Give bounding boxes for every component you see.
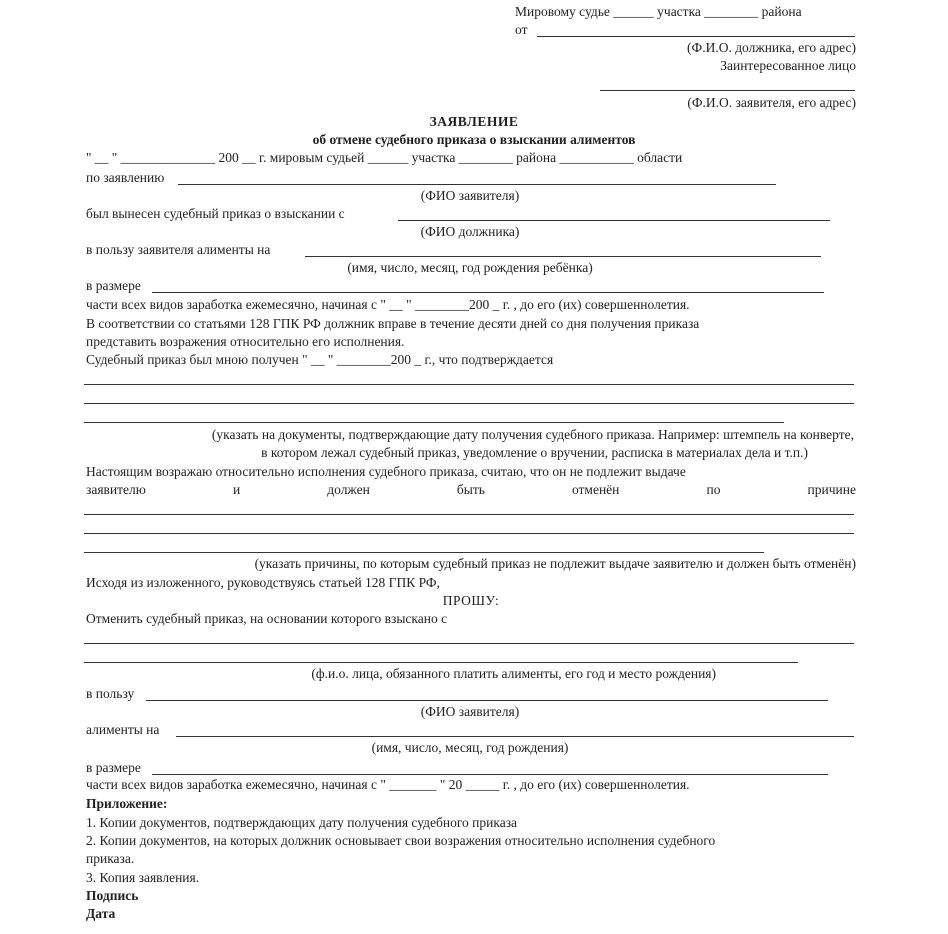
applicant-blank-line-2 <box>146 700 828 701</box>
signature-label: Подпись <box>86 888 139 903</box>
document-subtitle: об отмене судебного приказа о взыскании алиментов <box>312 132 636 147</box>
blank-line <box>84 533 854 534</box>
reasons-caption: (указать причины, по которым судебный приказ не подлежит выдаче заявителю и должен быть отменён) <box>254 556 856 571</box>
article-128-line: В соответствии со статьями 128 ГПК РФ должник вправе в течение десяти дней со дня получения приказа <box>86 316 700 331</box>
amount-label: в размере <box>86 278 141 293</box>
applicant-name-caption: (ФИО заявителя) <box>420 188 520 203</box>
attachments-heading: Приложение: <box>86 796 168 811</box>
date-court-line: " __ " ______________ 200 __ г. мировым судьей ______ участка ________ района ___________ области <box>86 150 683 165</box>
objection-line: Настоящим возражаю относительно исполнения судебного приказа, считаю, что он не подлежит выдаче <box>86 464 686 479</box>
blank-line <box>84 384 854 385</box>
amount-label-2: в размере <box>86 760 141 775</box>
payer-caption: (ф.и.о. лица, обязанного платить алименты, его год и место рождения) <box>311 666 716 681</box>
reason-justified-line <box>86 482 856 498</box>
word: по <box>706 482 721 497</box>
blank-line <box>84 643 854 644</box>
word: должен <box>327 482 370 497</box>
blank-line <box>84 403 854 404</box>
earnings-share-line: части всех видов заработка ежемесячно, начиная с " __ " ________200 _ г. , до его (их) совершеннолетия. <box>86 297 690 312</box>
from-blank-line <box>537 36 855 37</box>
interested-party-label: Заинтересованное лицо <box>720 58 856 73</box>
earnings-share-line-2: части всех видов заработка ежемесячно, начиная с " _______ " 20 _____ г. , до его (их) совершеннолетия. <box>86 777 690 792</box>
blank-line <box>84 422 784 423</box>
attachment-item-1: 1. Копии документов, подтверждающих дату получения судебного приказа <box>86 815 518 830</box>
birth-caption-2: (имя, число, месяц, год рождения) <box>371 740 569 755</box>
attachment-item-3: 3. Копия заявления. <box>86 870 200 885</box>
child-blank-line <box>305 256 821 257</box>
attachment-item-2-cont: приказа. <box>86 851 135 866</box>
by-application-label: по заявлению <box>86 170 165 185</box>
word: и <box>232 482 241 497</box>
debtor-blank-line <box>398 220 830 221</box>
from-label: от <box>515 22 528 37</box>
amount-blank-line-2 <box>152 774 828 775</box>
objections-right-line: представить возражения относительно его исполнения. <box>86 334 405 349</box>
request-heading: ПРОШУ: <box>442 593 500 608</box>
cancel-order-line: Отменить судебный приказ, на основании которого взыскано с <box>86 611 448 626</box>
alimony-for-label: алименты на <box>86 722 160 737</box>
applicant-caption: (Ф.И.О. заявителя, его адрес) <box>687 95 856 110</box>
word: причине <box>807 482 856 497</box>
debtor-caption: (Ф.И.О. должника, его адрес) <box>687 40 856 55</box>
interested-party-blank-line <box>600 90 855 91</box>
word: заявителю <box>86 482 146 497</box>
based-on-line: Исходя из изложенного, руководствуясь статьей 128 ГПК РФ, <box>86 575 440 590</box>
order-issued-label: был вынесен судебный приказ о взыскании с <box>86 206 345 221</box>
applicant-name-caption-2: (ФИО заявителя) <box>420 704 520 719</box>
child-birth-caption: (имя, число, месяц, год рождения ребёнка) <box>347 260 593 275</box>
word: быть <box>456 482 485 497</box>
order-received-line: Судебный приказ был мною получен " __ " ________200 _ г., что подтверждается <box>86 352 554 367</box>
document-title: ЗАЯВЛЕНИЕ <box>429 114 519 129</box>
attachment-item-2: 2. Копии документов, на которых должник основывает свои возражения относительно исполнения судебного <box>86 833 716 848</box>
proof-caption-2: в котором лежал судебный приказ, уведомление о вручении, расписка в материалах дела и т.п.) <box>261 445 808 460</box>
blank-line <box>84 662 798 663</box>
blank-line <box>84 552 764 553</box>
blank-line <box>84 514 854 515</box>
addressee-line: Мировому судье ______ участка ________ района <box>515 4 802 19</box>
proof-caption-1: (указать на документы, подтверждающие дату получения судебного приказа. Например: штемпель на конверте, <box>211 427 854 442</box>
in-favor-label: в пользу заявителя алименты на <box>86 242 271 257</box>
word: отменён <box>571 482 620 497</box>
date-label: Дата <box>86 906 116 921</box>
applicant-blank-line <box>178 184 776 185</box>
amount-blank-line <box>152 292 824 293</box>
in-favor-of-label: в пользу <box>86 686 135 701</box>
child-blank-line-2 <box>176 736 854 737</box>
debtor-name-caption: (ФИО должника) <box>420 224 520 239</box>
